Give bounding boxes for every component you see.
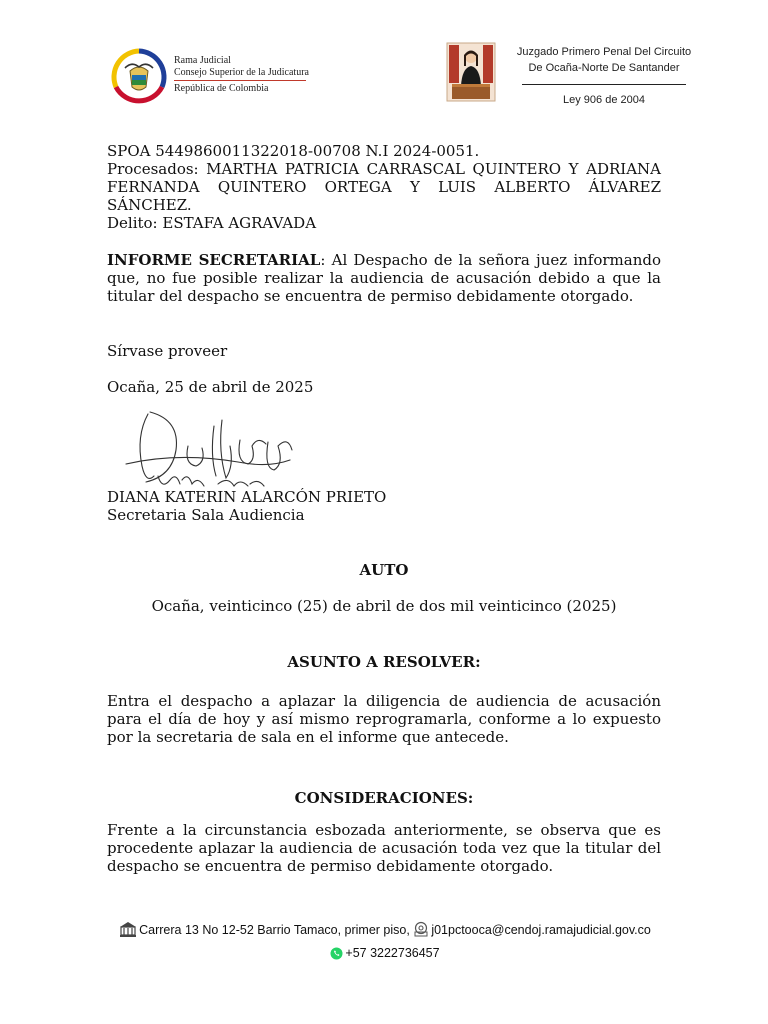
footer-phone[interactable]: +57 3222736457 [345, 946, 440, 960]
org-line-2: Consejo Superior de la Judicatura [174, 67, 309, 78]
footer-line-2 [90, 943, 680, 966]
sirvase-proveer: Sírvase proveer [107, 342, 228, 360]
org-divider [174, 80, 306, 81]
court-underline [522, 76, 686, 85]
footer-email[interactable]: j01pctooca@cendoj.ramajudicial.gov.co [431, 923, 651, 937]
whatsapp-icon [330, 946, 343, 966]
case-block [107, 142, 661, 232]
court-line-2: De Ocaña-Norte De Santander [528, 62, 680, 74]
court-line-3: Ley 906 de 2004 [563, 94, 645, 106]
asunto-text: Entra el despacho a aplazar la diligencia de audiencia de acusación para el día de hoy y así mismo reprogramarla, conforme a lo expuesto por la secretaria de sala en el informe que antecede. [107, 692, 661, 746]
rama-judicial-seal [110, 47, 168, 109]
consideraciones-heading: CONSIDERACIONES: [294, 789, 474, 807]
informe-label: INFORME SECRETARIAL [107, 251, 321, 269]
informe-secretarial [107, 251, 661, 305]
court-line-1: Juzgado Primero Penal Del Circuito [516, 46, 692, 58]
judge-illustration [446, 42, 496, 102]
delito: Delito: ESTAFA AGRAVADA [107, 214, 317, 232]
informe-date: Ocaña, 25 de abril de 2025 [107, 378, 314, 396]
auto-date: Ocaña, veinticinco (25) de abril de dos mil veinticinco (2025) [151, 597, 617, 615]
org-line-3: República de Colombia [174, 83, 269, 94]
signer-name: DIANA KATERIN ALARCÓN PRIETO [107, 488, 387, 506]
footer-address: Carrera 13 No 12-52 Barrio Tamaco, primer piso, [139, 923, 410, 937]
email-icon [413, 921, 429, 943]
signer-role: Secretaria Sala Audiencia [107, 506, 305, 524]
org-line-1: Rama Judicial [174, 55, 231, 66]
building-icon [119, 921, 137, 943]
signer-block [107, 488, 386, 524]
consideraciones-text: Frente a la circunstancia esbozada anteriormente, se observa que es procedente aplazar la audiencia de acusación toda vez que la titular del despacho se encuentra de permiso debidamente otorgado. [107, 821, 661, 875]
spoa-number: SPOA 5449860011322018-00708 N.I 2024-0051. [107, 142, 480, 160]
auto-heading: AUTO [359, 561, 409, 579]
handwritten-signature [118, 406, 298, 498]
organization-name [174, 55, 309, 95]
procesados: Procesados: MARTHA PATRICIA CARRASCAL QUINTERO Y ADRIANA FERNANDA QUINTERO ORTEGA Y LUIS ALBERTO ÁLVAREZ SÁNCHEZ. [107, 160, 661, 214]
asunto-heading: ASUNTO A RESOLVER: [287, 653, 481, 671]
court-name [512, 44, 696, 108]
footer-line-1 [90, 920, 680, 943]
informe-text: : Al Despacho de la señora juez informando que, no fue posible realizar la audiencia de acusación debido a que la titular del despacho se encuentra de permiso debidamente otorgado. [107, 251, 661, 305]
footer [90, 920, 680, 966]
